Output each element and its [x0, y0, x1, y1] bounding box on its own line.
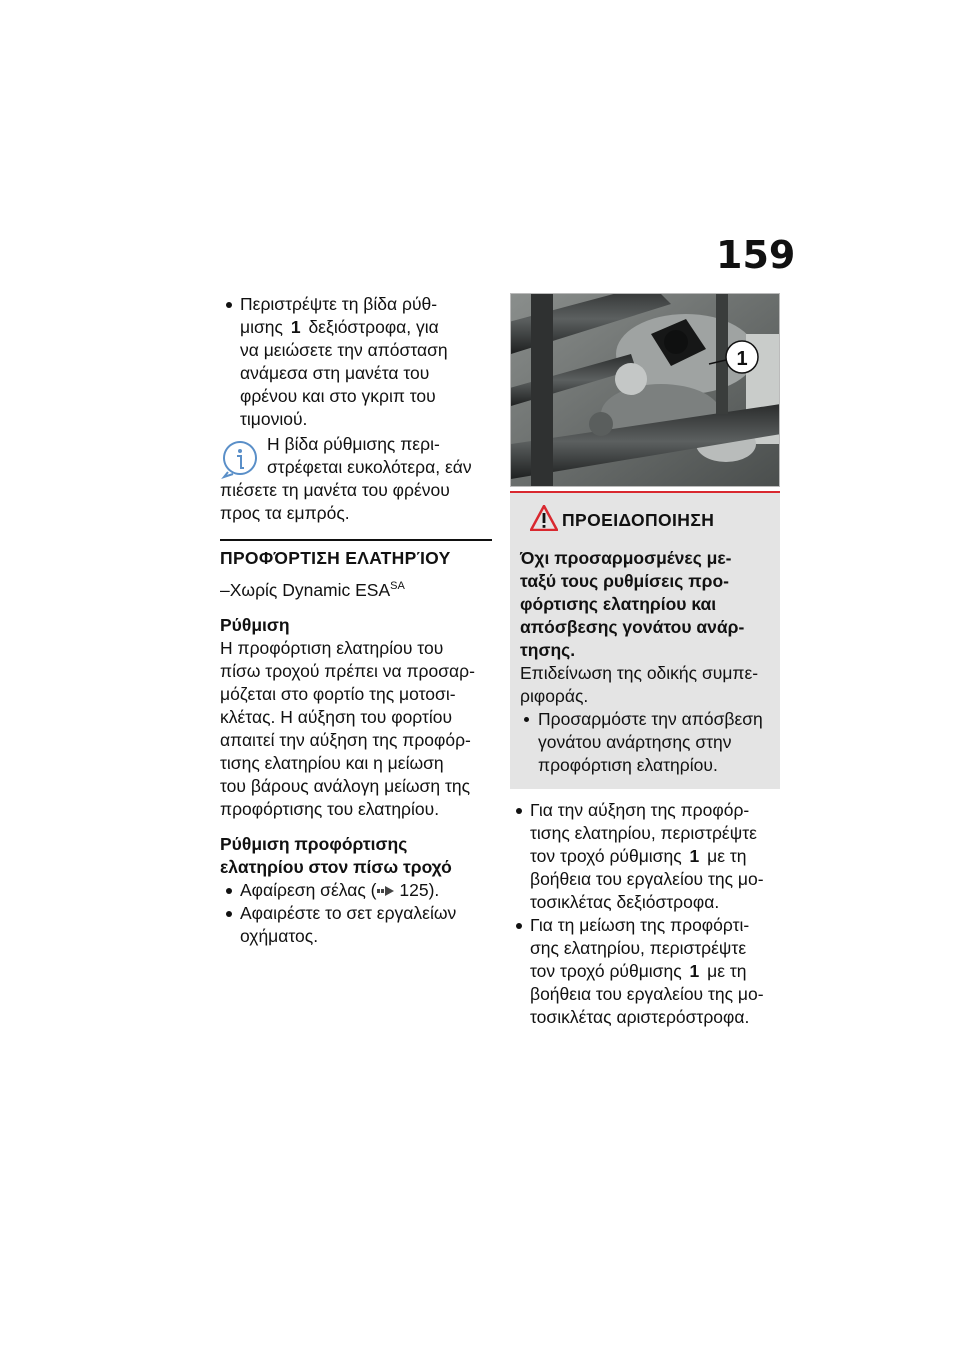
- step-remove-toolkit: [220, 902, 492, 948]
- section-title: ΠΡΟΦΌΡΤΙΣΗ ΕΛΑΤΗΡΊΟΥ: [220, 548, 451, 568]
- text-line: προς τα εμπρός.: [220, 503, 350, 523]
- text-line: τισης ελατηρίου και η μείωση: [220, 753, 444, 773]
- text-line: τιμονιού.: [240, 409, 308, 429]
- section-divider: [220, 539, 492, 541]
- text-line: Η βίδα ρύθμισης περι-: [267, 434, 440, 454]
- text-line: πίσω τροχού πρέπει να προσαρ-: [220, 661, 475, 681]
- info-note: [220, 433, 492, 525]
- rear-preload-heading: Ρύθμιση προφόρτισης ελατηρίου στον πίσω τροχό: [220, 834, 452, 877]
- step-increase-preload: [510, 799, 780, 914]
- section-subtitle: –Χωρίς Dynamic $ESA^{SA}$: [220, 580, 405, 600]
- text-line: Αφαίρεση σέλας ( 125).: [240, 880, 440, 900]
- text-line: στρέφεται ευκολότερα, εάν: [267, 457, 472, 477]
- instruction-bullet-turn-screw: [220, 293, 492, 431]
- reference-number: 1: [689, 961, 700, 981]
- text-line: τοσικλέτας αριστερόστροφα.: [530, 1007, 750, 1027]
- reference-number: 1: [290, 317, 301, 337]
- photo-spring-preload-adjuster: [510, 293, 780, 487]
- text-line: του βάρους ανάλογη μείωση της: [220, 776, 471, 796]
- text-line: τισης ελατηρίου, περιστρέψτε: [530, 823, 757, 843]
- arrow-ref-icon: [377, 885, 395, 897]
- text-line: Για τη μείωση της προφόρτι-: [530, 915, 750, 935]
- warning-hazard: Όχι προσαρμοσμένες με- ταξύ τους ρυθμίσεις προ- φόρτισης ελατηρίου και απόσβεσης γονάτου ανάρ- τησης.: [520, 548, 745, 660]
- page-number: 159: [716, 233, 796, 277]
- text-line: Για την αύξηση της προφόρ-: [530, 800, 750, 820]
- text-line: Περιστρέψτε τη βίδα ρύθ-: [240, 294, 438, 314]
- text-line: βοήθεια του εργαλείου της μο-: [530, 984, 764, 1004]
- adjust-paragraph: [220, 637, 492, 821]
- text-line: ανάμεσα στη μανέτα του: [240, 363, 430, 383]
- reference-number: 1: [689, 846, 700, 866]
- text-line: μόζεται στο φορτίο της μοτοσι-: [220, 684, 456, 704]
- warning-consequence: Επιδείνωση της οδικής συμπε- ριφοράς.: [520, 663, 759, 706]
- text-line: οχήματος.: [240, 926, 319, 946]
- step-remove-seat: [220, 879, 492, 902]
- text-line: βοήθεια του εργαλείου της μο-: [530, 869, 764, 889]
- text-line: τον τροχό ρύθμισης 1 με τη: [530, 961, 747, 981]
- text-line: μισης 1 δεξιόστροφα, για: [240, 317, 439, 337]
- sa-superscript: SA: [390, 580, 405, 592]
- text-line: σης ελατηρίου, περιστρέψτε: [530, 938, 747, 958]
- photo-illustration: [511, 294, 780, 487]
- text-line: τοσικλέτας δεξιόστροφα.: [530, 892, 720, 912]
- warning-title: ΠΡΟΕΙΔΟΠΟΙΗΣΗ: [562, 510, 715, 530]
- right-column: [510, 293, 780, 1029]
- warning-measure: Προσαρμόστε την απόσβεση γονάτου ανάρτησης στην προφόρτιση ελατηρίου.: [520, 708, 772, 777]
- text-line: πιέσετε τη μανέτα του φρένου: [220, 480, 450, 500]
- warning-header: [520, 507, 772, 537]
- text-line: Αφαιρέστε το σετ εργαλείων: [240, 903, 457, 923]
- text-line: τον τροχό ρύθμισης 1 με τη: [530, 846, 747, 866]
- text-line: να μειώσετε την απόσταση: [240, 340, 448, 360]
- callout-1: 1: [736, 348, 748, 370]
- text-line: φρένου και στο γκριπ του: [240, 386, 436, 406]
- text-line: κλέτας. Η αύξηση του φορτίου: [220, 707, 453, 727]
- text-line: απαιτεί την αύξηση της προφόρ-: [220, 730, 471, 750]
- text-line: προφόρτισης του ελατηρίου.: [220, 799, 440, 819]
- warning-triangle-icon: [530, 505, 558, 531]
- step-decrease-preload: [510, 914, 780, 1029]
- info-icon: [220, 439, 260, 479]
- adjust-heading: Ρύθμιση: [220, 615, 290, 635]
- left-column: [220, 293, 492, 948]
- warning-box: [510, 493, 780, 789]
- text-line: Η προφόρτιση ελατηρίου του: [220, 638, 444, 658]
